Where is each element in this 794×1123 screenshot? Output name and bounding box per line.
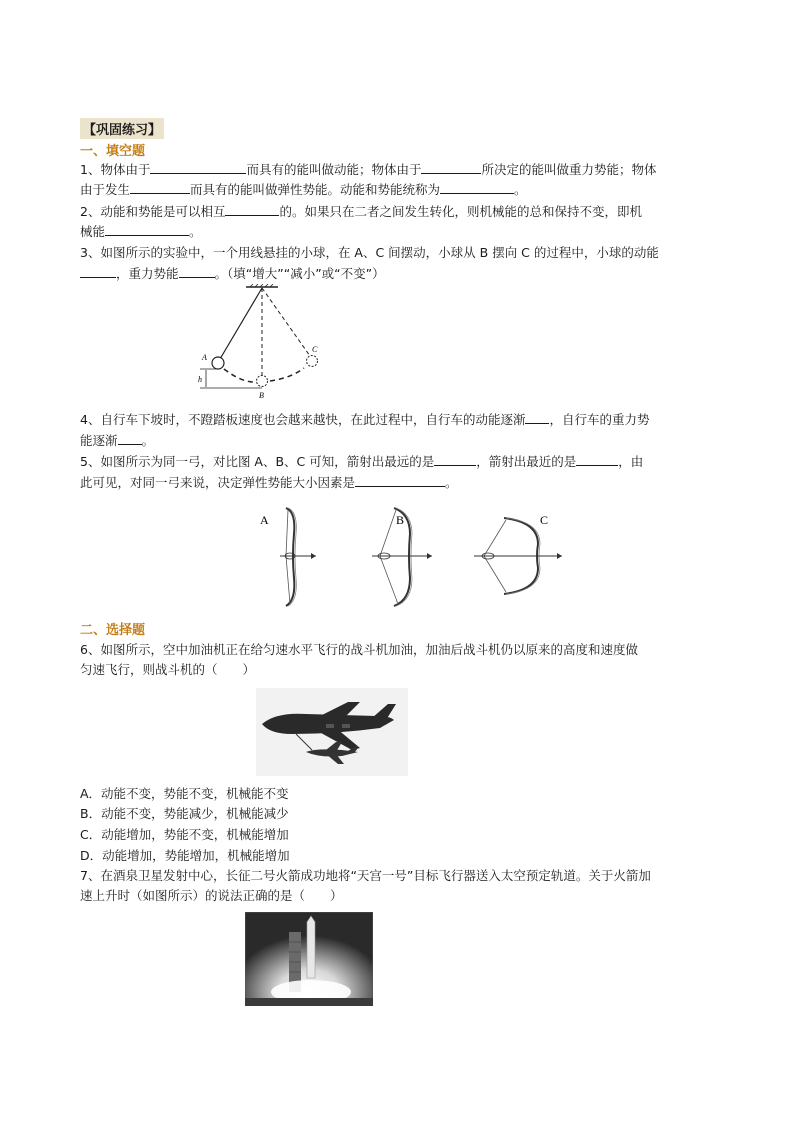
q1-blank-1[interactable] — [150, 160, 246, 174]
aerial-refueling-photo — [256, 688, 408, 776]
pendulum-string-c — [262, 288, 310, 356]
q5-blank-1[interactable] — [434, 452, 476, 466]
question-2-line-1 — [80, 202, 642, 222]
question-1-line-2 — [80, 180, 527, 200]
q5-blank-2[interactable] — [576, 452, 618, 466]
q5-text-b: ，箭射出最近的是 — [476, 454, 577, 469]
label-c: C — [312, 345, 318, 354]
section-title: 【巩固练习】 — [80, 118, 164, 139]
q2-blank-1[interactable] — [225, 202, 279, 216]
q5-text-c: ，由 — [618, 454, 644, 469]
q4-text-a: 4、自行车下坡时，不蹬踏板速度也会越来越快，在此过程中，自行车的动能逐渐 — [80, 412, 526, 427]
question-1-line-1 — [80, 160, 656, 180]
q6-option-d[interactable]: D．动能增加，势能增加，机械能增加 — [80, 848, 290, 863]
question-5-line-1 — [80, 452, 643, 472]
q1-blank-2[interactable] — [421, 160, 481, 174]
pendulum-figure — [196, 284, 346, 402]
question-4-line-2 — [80, 431, 154, 451]
q5-blank-3[interactable] — [355, 473, 445, 487]
question-7-line-2: 速上升时（如图所示）的说法正确的是（ ） — [80, 888, 343, 903]
q4-blank-2[interactable] — [118, 431, 142, 445]
bow-b — [372, 508, 432, 606]
q6-option-b[interactable]: B．动能不变，势能减少，机械能减少 — [80, 806, 289, 821]
bow-label-c: C — [540, 513, 549, 527]
label-a: A — [202, 353, 207, 362]
q1-text-a: 1、物体由于 — [80, 162, 151, 177]
fill-in-heading: 一、填空题 — [80, 144, 146, 159]
label-h: h — [198, 375, 202, 384]
q3-text-a: 3、如图所示的实验中，一个用线悬挂的小球，在 A、C 间摆动，小球从 B 摆向 C 的过程中，小球的动能 — [80, 245, 659, 260]
q5-text-a: 5、如图所示为同一弓，对比图 A、B、C 可知，箭射出最远的是 — [80, 454, 435, 469]
q2-blank-2[interactable] — [105, 222, 189, 236]
q1-text-f: 。 — [514, 182, 527, 197]
q3-text-b: ，重力势能 — [116, 266, 179, 281]
bows-figure — [256, 504, 576, 610]
q4-text-d: 。 — [141, 433, 155, 448]
bow-label-a: A — [260, 513, 269, 527]
q1-text-c: 所决定的能叫做重力势能；物体 — [481, 162, 657, 177]
question-3-line-2 — [80, 264, 385, 284]
swing-path-right — [270, 368, 304, 381]
q1-text-b: 而具有的能叫做动能；物体由于 — [246, 162, 422, 177]
ball-c — [307, 356, 318, 367]
q5-text-e: 。 — [445, 475, 458, 490]
q2-text-a: 2、动能和势能是可以相互 — [80, 204, 226, 219]
q6-option-c[interactable]: C．动能增加，势能不变，机械能增加 — [80, 827, 289, 842]
q3-text-c: 。（填“增大”“减小”或“不变”） — [214, 266, 385, 281]
question-4-line-1 — [80, 410, 649, 430]
q1-blank-3[interactable] — [130, 180, 190, 194]
rocket — [307, 916, 315, 978]
q1-blank-4[interactable] — [440, 180, 514, 194]
q2-text-d: 。 — [189, 224, 202, 239]
q3-blank-2[interactable] — [179, 264, 215, 278]
ball-a — [212, 357, 224, 369]
q1-text-e: 而具有的能叫做弹性势能。动能和势能统称为 — [190, 182, 441, 197]
q4-text-b: ，自行车的重力势 — [549, 412, 650, 427]
launch-ground — [245, 998, 373, 1006]
rocket-launch-photo — [245, 912, 373, 1006]
pendulum-string-a — [220, 288, 262, 359]
bow-label-b: B — [396, 513, 405, 527]
q5-text-d: 此可见，对同一弓来说，决定弹性势能大小因素是 — [80, 475, 356, 490]
q4-blank-1[interactable] — [525, 410, 549, 424]
bow-c — [474, 513, 562, 594]
question-6-line-1: 6、如图所示，空中加油机正在给匀速水平飞行的战斗机加油，加油后战斗机仍以原来的高度和速度做 — [80, 642, 638, 657]
q4-text-c: 能逐渐 — [80, 433, 118, 448]
q2-text-b: 的。如果只在二者之间发生转化，则机械能的总和保持不变，即机 — [279, 204, 642, 219]
question-3-line-1 — [80, 243, 659, 263]
question-6-line-2: 匀速飞行，则战斗机的（ ） — [80, 662, 256, 677]
q2-text-c: 械能 — [80, 224, 106, 239]
multiple-choice-heading: 二、选择题 — [80, 623, 146, 638]
question-7-line-1: 7、在酒泉卫星发射中心，长征二号火箭成功地将“天宫一号”目标飞行器送入太空预定轨道。关于火箭加 — [80, 868, 651, 883]
q3-blank-1[interactable] — [80, 264, 116, 278]
label-b: B — [259, 391, 264, 400]
q6-option-a[interactable]: A．动能不变，势能不变，机械能不变 — [80, 786, 289, 801]
swing-path-left — [224, 369, 254, 382]
bow-a — [260, 508, 316, 606]
q1-text-d: 由于发生 — [80, 182, 131, 197]
question-5-line-2 — [80, 473, 458, 493]
question-2-line-2 — [80, 222, 202, 242]
ball-b — [257, 376, 268, 387]
